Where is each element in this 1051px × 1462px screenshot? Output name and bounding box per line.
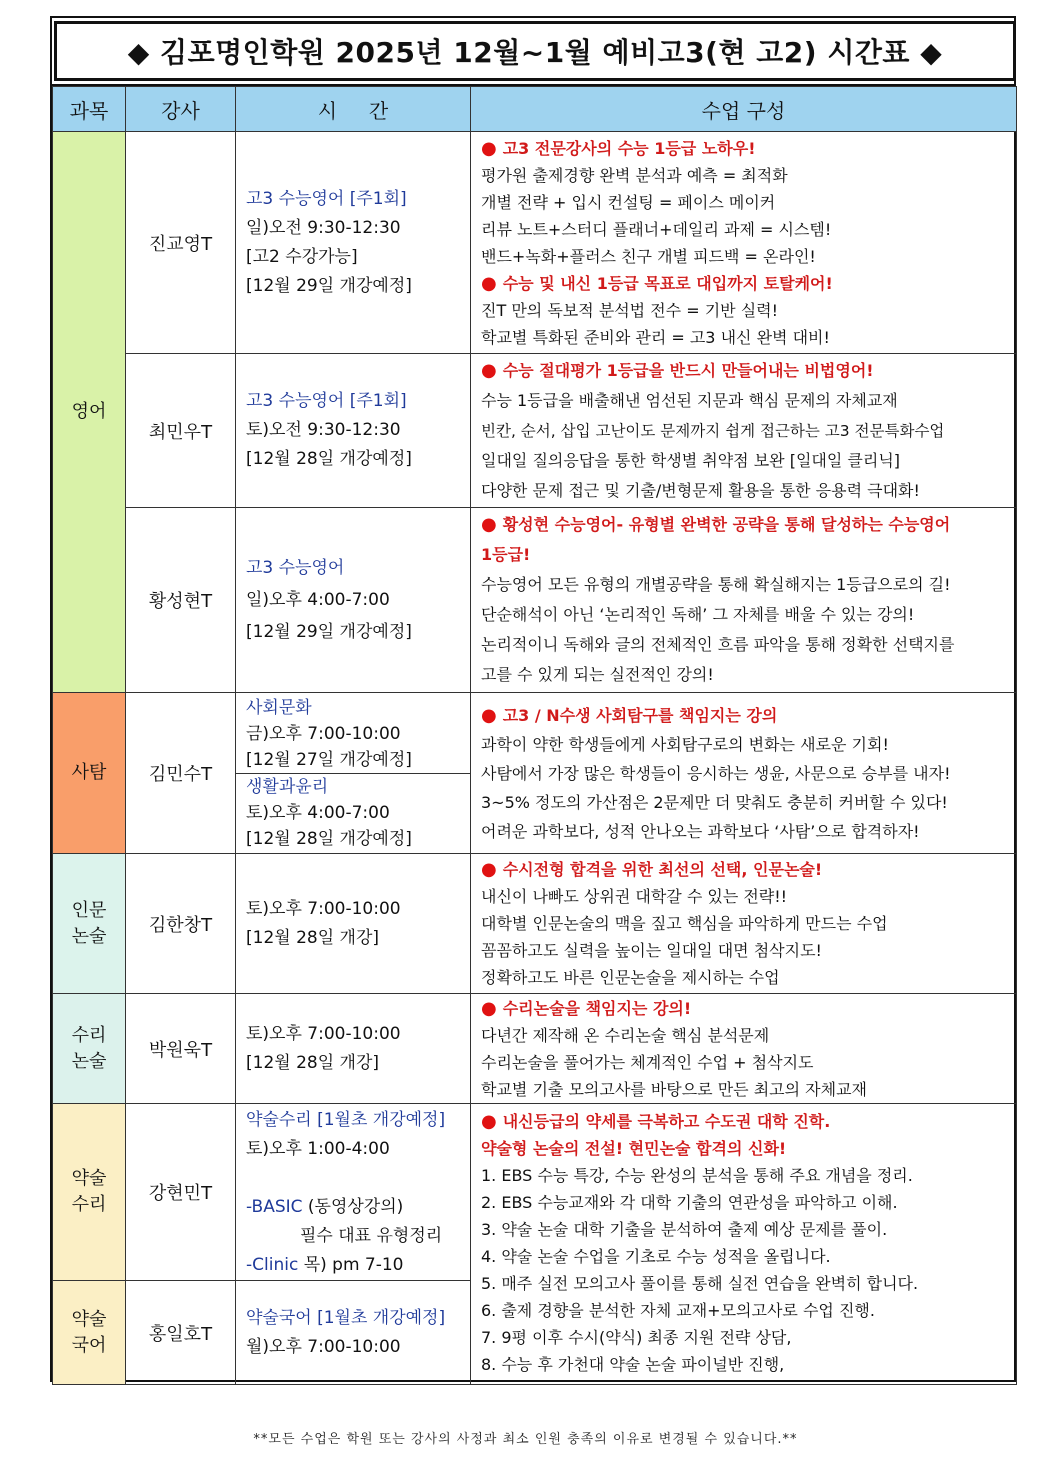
header-teacher: 강사 bbox=[126, 87, 236, 132]
basic-desc: (동영상강의) bbox=[307, 1197, 404, 1217]
content-line: 1. EBS 수능 특강, 수능 완성의 분석을 통해 주요 개념을 정리. bbox=[481, 1166, 913, 1185]
page-title: ◆ 김포명인학원 2025년 12월~1월 예비고3(현 고2) 시간표 ◆ bbox=[54, 21, 1016, 81]
start-date: [12월 28일 개강예정] bbox=[246, 828, 412, 849]
table-row bbox=[53, 508, 1017, 693]
bullet-icon: ● bbox=[481, 272, 497, 294]
highlight-text: 수리논술을 책임지는 강의! bbox=[502, 998, 692, 1018]
subject-social: 사탐 bbox=[53, 693, 126, 854]
content-line: 다양한 문제 접근 및 기출/변형문제 활용을 통한 응용력 극대화! bbox=[481, 480, 920, 500]
content-line: 3. 약술 논술 대학 기출을 분석하여 출제 예상 문제를 풀이. bbox=[481, 1220, 888, 1239]
content-cell bbox=[471, 508, 1017, 693]
table-row bbox=[53, 354, 1017, 508]
content-line: 학교별 특화된 준비와 관리 = 고3 내신 완벽 대비! bbox=[481, 327, 830, 347]
content-line: 7. 9평 이후 수시(약식) 최종 지원 전략 상담, bbox=[481, 1328, 792, 1347]
subject-line: 국어 bbox=[71, 1334, 107, 1356]
content-line: 8. 수능 후 가천대 약술 논술 파이널반 진행, bbox=[481, 1355, 785, 1374]
content-line: 평가원 출제경향 완벽 분석과 예측 = 최적화 bbox=[481, 165, 788, 185]
content-line: 빈칸, 순서, 삽입 고난이도 문제까지 쉽게 접근하는 고3 전문특화수업 bbox=[481, 421, 945, 440]
highlight-text: 황성현 수능영어- 유형별 완벽한 공략을 통해 달성하는 수능영어 bbox=[502, 515, 951, 534]
teacher-name: 김민수T bbox=[126, 693, 236, 854]
highlight-text: 수능 및 내신 1등급 목표로 대입까지 토탈케어! bbox=[502, 273, 833, 293]
bullet-icon: ● bbox=[481, 859, 497, 880]
highlight-text: 내신등급의 약세를 극복하고 수도권 대학 진학. bbox=[502, 1112, 831, 1131]
content-line: 어려운 과학보다, 성적 안나오는 과학보다 ‘사탐’으로 합격하자! bbox=[481, 821, 920, 841]
bullet-icon: ● bbox=[481, 704, 497, 726]
content-line: 6. 출제 경향을 분석한 자체 교재+모의고사로 수업 진행. bbox=[481, 1301, 875, 1320]
highlight-text: 수시전형 합격을 위한 최선의 선택, 인문논술! bbox=[502, 860, 823, 879]
content-cell bbox=[471, 1104, 1017, 1385]
highlight-text: 약술형 논술의 전설! 현민논술 합격의 신화! bbox=[481, 1139, 787, 1158]
content-line: 단순해석이 아닌 ‘논리적인 독해’ 그 자체를 배울 수 있는 강의! bbox=[481, 605, 915, 624]
class-time: 토)오후 7:00-10:00 bbox=[246, 898, 401, 919]
content-line: 학교별 기출 모의고사를 바탕으로 만든 최고의 자체교재 bbox=[481, 1079, 868, 1099]
teacher-name: 진교영T bbox=[126, 132, 236, 354]
time-cell bbox=[236, 994, 471, 1104]
bullet-icon: ● bbox=[481, 514, 497, 535]
subject-english: 영어 bbox=[53, 132, 126, 693]
content-line: 수리논술을 풀어가는 체계적인 수업 + 첨삭지도 bbox=[481, 1052, 814, 1072]
table-row bbox=[53, 1104, 1017, 1281]
class-time: 토)오후 4:00-7:00 bbox=[246, 802, 390, 823]
teacher-name: 홍일호T bbox=[126, 1281, 236, 1385]
time-cell bbox=[236, 1281, 471, 1385]
class-time: 월)오후 7:00-10:00 bbox=[246, 1336, 401, 1357]
content-line: 대학별 인문논술의 맥을 짚고 핵심을 파악하게 만드는 수업 bbox=[481, 914, 888, 933]
course-title: 고3 수능영어 bbox=[246, 558, 345, 578]
subject-yaksul-korean bbox=[53, 1281, 126, 1385]
highlight-text: 수능 절대평가 1등급을 반드시 만들어내는 비법영어! bbox=[502, 360, 874, 380]
subject-line: 논술 bbox=[71, 1050, 107, 1072]
header-time: 시 간 bbox=[236, 87, 471, 132]
content-cell bbox=[471, 854, 1017, 994]
content-line: 개별 전략 + 입시 컨설팅 = 페이스 메이커 bbox=[481, 192, 776, 212]
clinic-label: -Clinic bbox=[246, 1255, 299, 1275]
highlight-text: 고3 전문강사의 수능 1등급 노하우! bbox=[502, 138, 756, 158]
class-time: 일)오전 9:30-12:30 bbox=[246, 217, 401, 238]
class-time: 토)오후 1:00-4:00 bbox=[246, 1139, 390, 1159]
bullet-icon: ● bbox=[481, 1111, 497, 1132]
content-line: 수능영어 모든 유형의 개별공략을 통해 확실해지는 1등급으로의 길! bbox=[481, 575, 951, 594]
teacher-name: 강현민T bbox=[126, 1104, 236, 1281]
course-title: 사회문화 bbox=[246, 697, 312, 718]
basic-sub: 필수 대표 유형정리 bbox=[300, 1226, 443, 1246]
content-line: 수능 1등급을 배출해낸 엄선된 지문과 핵심 문제의 자체교재 bbox=[481, 390, 898, 410]
subject-yaksul-math bbox=[53, 1104, 126, 1281]
teacher-name: 박원욱T bbox=[126, 994, 236, 1104]
content-line: 논리적이니 독해와 글의 전체적인 흐름 파악을 통해 정확한 선택지를 bbox=[481, 635, 955, 654]
content-line: 꼼꼼하고도 실력을 높이는 일대일 대면 첨삭지도! bbox=[481, 941, 822, 960]
bullet-icon: ● bbox=[481, 137, 497, 159]
subject-math-essay bbox=[53, 994, 126, 1104]
time-cell bbox=[236, 693, 471, 854]
content-line: 사탐에서 가장 많은 학생들이 응시하는 생윤, 사문으로 승부를 내자! bbox=[481, 763, 951, 783]
header-subject: 과목 bbox=[53, 87, 126, 132]
content-line: 5. 매주 실전 모의고사 풀이를 통해 실전 연습을 완벽히 합니다. bbox=[481, 1274, 919, 1293]
subject-line: 수리 bbox=[71, 1194, 107, 1215]
course-title: 약술국어 [1월초 개강예정] bbox=[246, 1307, 446, 1328]
class-time: 토)오전 9:30-12:30 bbox=[246, 420, 401, 440]
content-line: 일대일 질의응답을 통한 학생별 취약점 보완 [일대일 클리닉] bbox=[481, 450, 901, 470]
content-line: 정확하고도 바른 인문논술을 제시하는 수업 bbox=[481, 968, 780, 987]
bullet-icon: ● bbox=[481, 997, 497, 1019]
class-note: [고2 수강가능] bbox=[246, 246, 358, 267]
content-line: 고를 수 있게 되는 실전적인 강의! bbox=[481, 665, 714, 684]
start-date: [12월 29일 개강예정] bbox=[246, 275, 412, 296]
highlight-text: 1등급! bbox=[481, 545, 531, 564]
start-date: [12월 28일 개강예정] bbox=[246, 449, 412, 469]
content-cell bbox=[471, 994, 1017, 1104]
start-date: [12월 28일 개강] bbox=[246, 927, 380, 948]
start-date: [12월 29일 개강예정] bbox=[246, 622, 412, 642]
table-row bbox=[53, 693, 1017, 854]
content-line: 4. 약술 논술 수업을 기초로 수능 성적을 올립니다. bbox=[481, 1247, 831, 1266]
subject-line: 약술 bbox=[71, 1308, 107, 1330]
content-cell bbox=[471, 354, 1017, 508]
content-line: 밴드+녹화+플러스 친구 개별 피드백 = 온라인! bbox=[481, 246, 816, 266]
header-row bbox=[53, 87, 1017, 132]
course-title: 고3 수능영어 [주1회] bbox=[246, 391, 407, 411]
start-date: [12월 27일 개강예정] bbox=[246, 749, 412, 770]
subject-line: 약술 bbox=[71, 1168, 107, 1189]
content-line: 과학이 약한 학생들에게 사회탐구로의 변화는 새로운 기회! bbox=[481, 734, 889, 754]
bullet-icon: ● bbox=[481, 359, 497, 381]
table-row bbox=[53, 994, 1017, 1104]
class-time: 일)오후 4:00-7:00 bbox=[246, 590, 390, 610]
highlight-text: 고3 / N수생 사회탐구를 책임지는 강의 bbox=[502, 705, 778, 725]
header-content: 수업 구성 bbox=[471, 87, 1017, 132]
content-line: 리뷰 노트+스터디 플래너+데일리 과제 = 시스템! bbox=[481, 219, 832, 239]
time-cell bbox=[236, 1104, 471, 1281]
footer-note: **모든 수업은 학원 또는 강사의 사정과 최소 인원 충족의 이유로 변경될 수 있습니다.** bbox=[253, 1432, 798, 1447]
time-cell bbox=[236, 354, 471, 508]
subject-line: 수리 bbox=[71, 1024, 107, 1046]
schedule-table bbox=[52, 86, 1017, 1385]
content-cell bbox=[471, 132, 1017, 354]
content-line: 내신이 나빠도 상위권 대학갈 수 있는 전략!! bbox=[481, 887, 788, 906]
teacher-name: 김한창T bbox=[126, 854, 236, 994]
class-time: 토)오후 7:00-10:00 bbox=[246, 1023, 401, 1044]
clinic-desc: 목) pm 7-10 bbox=[303, 1255, 404, 1275]
teacher-name: 최민우T bbox=[126, 354, 236, 508]
basic-label: -BASIC bbox=[246, 1197, 303, 1217]
subject-humanities bbox=[53, 854, 126, 994]
class-time: 금)오후 7:00-10:00 bbox=[246, 723, 401, 744]
time-cell bbox=[236, 508, 471, 693]
content-line: 3~5% 정도의 가산점은 2문제만 더 맞춰도 충분히 커버할 수 있다! bbox=[481, 792, 948, 812]
table-row bbox=[53, 132, 1017, 354]
content-line: 진T 만의 독보적 분석법 전수 = 기반 실력! bbox=[481, 300, 779, 320]
subject-line: 인문 bbox=[71, 899, 107, 921]
course-title: 약술수리 [1월초 개강예정] bbox=[246, 1110, 446, 1130]
course-title: 고3 수능영어 [주1회] bbox=[246, 188, 407, 209]
teacher-name: 황성현T bbox=[126, 508, 236, 693]
subject-line: 논술 bbox=[71, 925, 107, 947]
spacer bbox=[246, 1164, 470, 1193]
time-cell bbox=[236, 854, 471, 994]
table-row bbox=[53, 854, 1017, 994]
content-line: 2. EBS 수능교재와 각 대학 기출의 연관성을 파악하고 이해. bbox=[481, 1193, 898, 1212]
content-cell bbox=[471, 693, 1017, 854]
content-line: 다년간 제작해 온 수리논술 핵심 분석문제 bbox=[481, 1025, 770, 1045]
start-date: [12월 28일 개강] bbox=[246, 1052, 380, 1073]
time-cell bbox=[236, 132, 471, 354]
course-title: 생활과윤리 bbox=[246, 776, 329, 797]
